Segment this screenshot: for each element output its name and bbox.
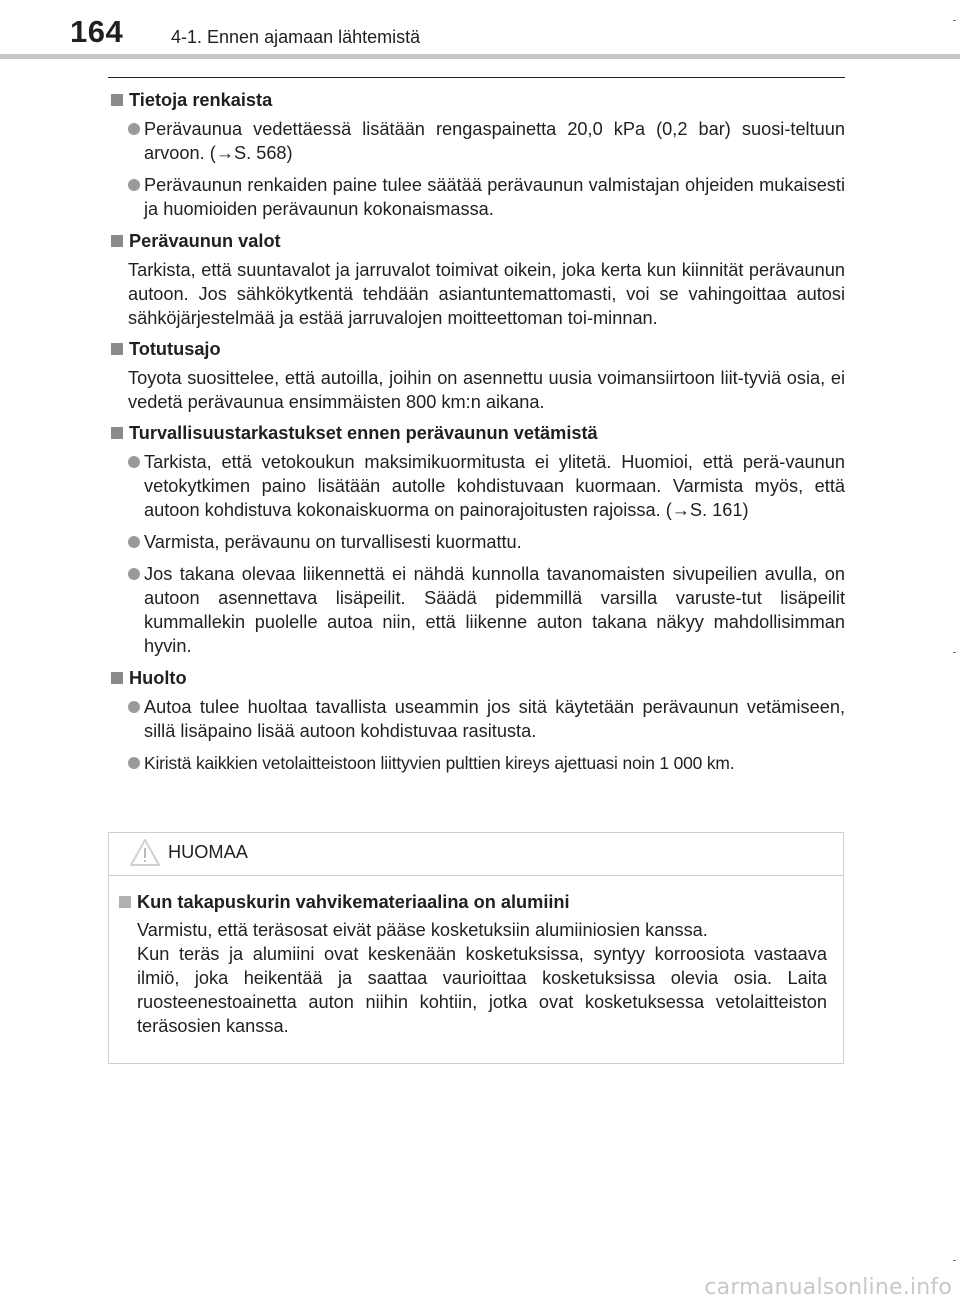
- bullet-text: Perävaunua vedettäessä lisätään rengaspainetta 20,0 kPa (0,2 bar) suosi-teltuun arvoon. (→S. 568): [144, 119, 845, 163]
- notice-title: HUOMAA: [168, 842, 248, 862]
- notice-section-heading: [113, 890, 827, 914]
- section-title: Huolto: [129, 668, 187, 688]
- bullet-item: [108, 751, 845, 775]
- round-bullet-icon: [128, 123, 140, 135]
- section-paragraph: Tarkista, että suuntavalot ja jarruvalot toimivat oikein, joka kerta kun kiinnität perävaunun autoon. Jos sähkökytkentä tehdään asiantuntemattomasti, voi se vahingoittaa autosi sähköjärjestelmää ja estää jarruvalojen moitteettoman toi-minnan.: [128, 260, 845, 328]
- round-bullet-icon: [128, 701, 140, 713]
- notice-text: [113, 918, 827, 1038]
- warning-triangle-icon: [129, 838, 161, 868]
- bullet-text: Varmista, perävaunu on turvallisesti kuormattu.: [144, 532, 522, 552]
- header-bar: [0, 54, 960, 59]
- notice-box: [108, 832, 844, 1064]
- bullet-item: [108, 450, 845, 522]
- top-rule: [108, 77, 845, 78]
- notice-section-title: Kun takapuskurin vahvikemateriaalina on alumiini: [137, 892, 570, 912]
- bullet-item: [108, 117, 845, 165]
- round-bullet-icon: [128, 757, 140, 769]
- section-heading: [108, 88, 845, 112]
- page-header: [0, 0, 960, 62]
- section-heading: [108, 229, 845, 253]
- round-bullet-icon: [128, 179, 140, 191]
- edge-mark: [953, 20, 956, 21]
- section-title: Perävaunun valot: [129, 231, 281, 251]
- notice-paragraph: Kun teräs ja alumiini ovat keskenään kosketuksissa, syntyy korroosiota vastaava ilmiö, joka heikentää ja saattaa vaurioittaa kosketuksissa olevia osia. Laita ruosteenestoainetta auton niihin kohtiin, jotka ovat kosketuksessa vetolaitteiston teräsosien kanssa.: [137, 944, 827, 1036]
- section-title: Tietoja renkaista: [129, 90, 273, 110]
- section-title: Totutusajo: [129, 339, 221, 359]
- section-heading: [108, 337, 845, 361]
- bullet-text: Perävaunun renkaiden paine tulee säätää perävaunun valmistajan ohjeiden mukaisesti ja huomioiden perävaunun kokonaismassa.: [144, 175, 845, 219]
- bullet-text: Kiristä kaikkien vetolaitteistoon liittyvien pulttien kireys ajettuasi noin 1 000 km.: [144, 753, 735, 773]
- square-bullet-icon: [119, 896, 131, 908]
- section-heading: [108, 666, 845, 690]
- edge-mark: [953, 1260, 956, 1261]
- notice-header: [109, 833, 843, 876]
- round-bullet-icon: [128, 568, 140, 580]
- bullet-item: [108, 562, 845, 658]
- main-content: [108, 88, 845, 783]
- square-bullet-icon: [111, 94, 123, 106]
- section-heading: [108, 421, 845, 445]
- edge-mark: [953, 652, 956, 653]
- bullet-text: Tarkista, että vetokoukun maksimikuormitusta ei ylitetä. Huomioi, että perä-vaunun vetokytkimen paino lisätään autolle kohdistuvaan kuormaan. Varmista myös, että autoon kohdistuva kokonaiskuorma on painorajoitusten rajoissa. (→S. 161): [144, 452, 845, 520]
- square-bullet-icon: [111, 672, 123, 684]
- round-bullet-icon: [128, 456, 140, 468]
- section-title: Turvallisuustarkastukset ennen perävaunun vetämistä: [129, 423, 598, 443]
- square-bullet-icon: [111, 235, 123, 247]
- notice-paragraph: Varmistu, että teräsosat eivät pääse kosketuksiin alumiiniosien kanssa.: [137, 920, 708, 940]
- notice-body: [109, 876, 843, 1038]
- bullet-item: [108, 530, 845, 554]
- bullet-item: [108, 173, 845, 221]
- round-bullet-icon: [128, 536, 140, 548]
- chapter-title: 4-1. Ennen ajamaan lähtemistä: [171, 27, 421, 47]
- square-bullet-icon: [111, 343, 123, 355]
- bullet-text: Jos takana olevaa liikennettä ei nähdä kunnolla tavanomaisten sivupeilien avulla, on autoon asennettava lisäpeilit. Säädä pidemmillä varsilla varuste-tut lisäpeilit kummallekin puolelle autoa niin, että liikenne auton takana näkyy mahdollisimman hyvin.: [144, 564, 845, 656]
- page-number: 164: [70, 14, 124, 49]
- bullet-item: [108, 695, 845, 743]
- section-paragraph: Toyota suosittelee, että autoilla, joihin on asennettu uusia voimansiirtoon liit-tyviä osia, ei vedetä perävaunua ensimmäisten 800 km:n aikana.: [128, 368, 845, 412]
- bullet-text: Autoa tulee huoltaa tavallista useammin jos sitä käytetään perävaunun vetämiseen, sillä lisäpaino lisää autoon kohdistuvaa rasitusta.: [144, 697, 845, 741]
- square-bullet-icon: [111, 427, 123, 439]
- watermark: carmanualsonline.info: [704, 1275, 952, 1300]
